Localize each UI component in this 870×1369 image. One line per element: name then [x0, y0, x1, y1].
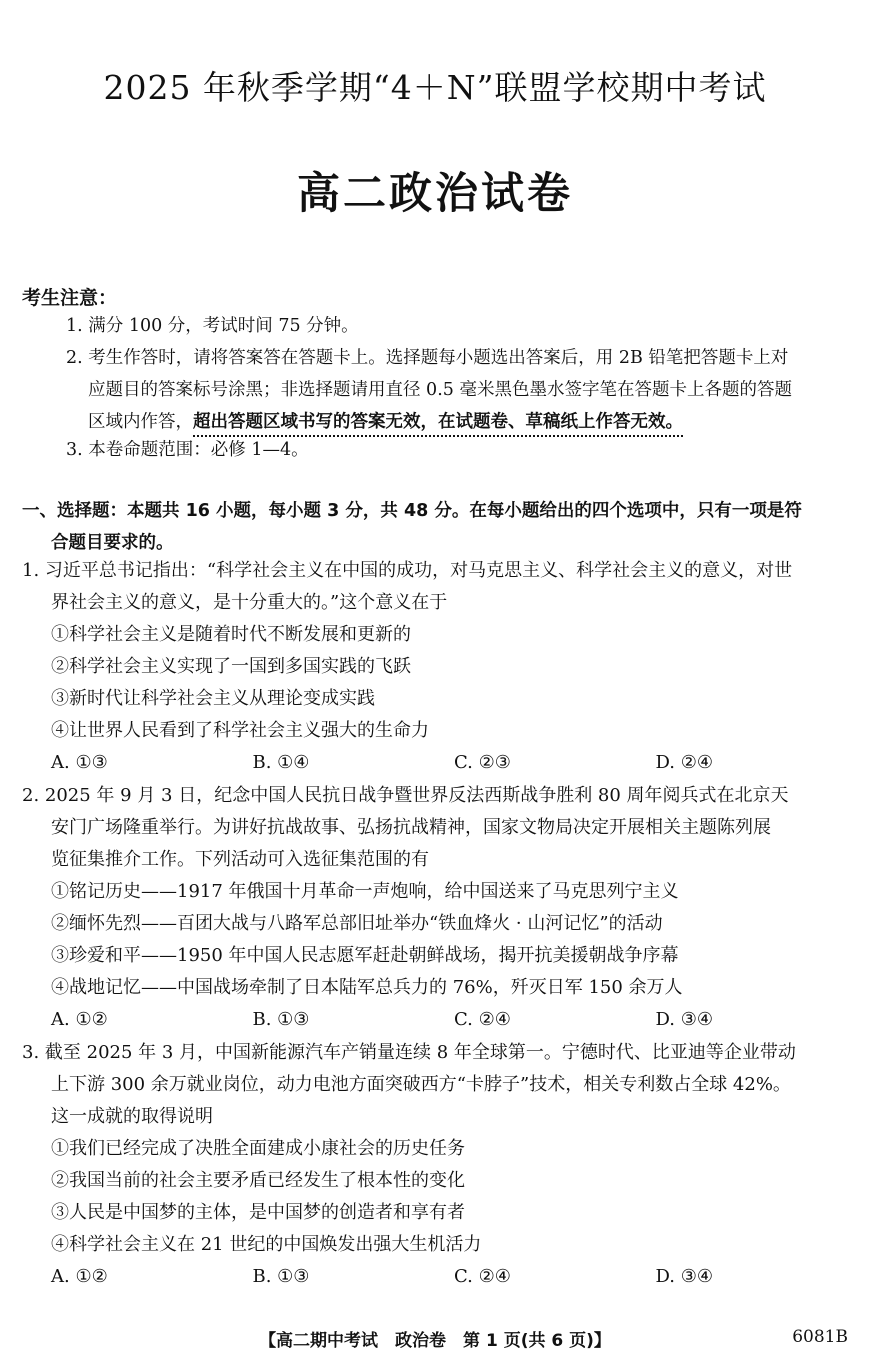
notice-item-2	[66, 342, 856, 438]
question-1-stem-line-1: 1. 习近平总书记指出：“科学社会主义在中国的成功，对马克思主义、科学社会主义的意义，对世	[22, 560, 793, 581]
paper-code: 6081B	[792, 1327, 848, 1347]
question-3-option-d[interactable]: D. ③④	[655, 1266, 714, 1287]
question-1-options	[22, 747, 857, 779]
question-2-stem-line-1: 2. 2025 年 9 月 3 日，纪念中国人民抗日战争暨世界反法西斯战争胜利 80 周年阅兵式在北京天	[22, 785, 789, 806]
question-1-option-d[interactable]: D. ②④	[655, 752, 714, 773]
question-3-stem-line-1: 3. 截至 2025 年 3 月，中国新能源汽车产销量连续 8 年全球第一。宁德时代、比亚迪等企业带动	[22, 1042, 796, 1063]
subject-title: 高二政治试卷	[297, 169, 573, 219]
question-3-statement-2: ②我国当前的社会主要矛盾已经发生了根本性的变化	[51, 1170, 465, 1191]
question-3-option-a[interactable]: A. ①②	[51, 1266, 108, 1287]
question-3	[22, 1037, 857, 1293]
section-heading	[22, 495, 857, 559]
page-footer: 【高二期中考试 政治卷 第 1 页(共 6 页)】	[259, 1331, 611, 1351]
question-2-options	[22, 1004, 857, 1036]
question-2-statement-4: ④战地记忆——中国战场牵制了日本陆军总兵力的 76%，歼灭日军 150 余万人	[51, 977, 683, 998]
notice-plain-text: 区域内作答，	[88, 412, 193, 432]
question-3-options	[22, 1261, 857, 1293]
question-2-option-a[interactable]: A. ①②	[51, 1009, 108, 1030]
question-3-statement-3: ③人民是中国梦的主体，是中国梦的创造者和享有者	[51, 1202, 465, 1223]
question-1-statement-2: ②科学社会主义实现了一国到多国实践的飞跃	[51, 656, 411, 677]
question-1-option-c[interactable]: C. ②③	[454, 752, 511, 773]
question-2-stem-line-2: 安门广场隆重举行。为讲好抗战故事、弘扬抗战精神，国家文物局决定开展相关主题陈列展	[51, 817, 771, 838]
notice-item-1: 1. 满分 100 分，考试时间 75 分钟。	[66, 316, 359, 336]
question-1-option-b[interactable]: B. ①④	[252, 752, 310, 773]
exam-title: 2025 年秋季学期“4＋N”联盟学校期中考试	[103, 68, 767, 107]
section-heading-line-2: 合题目要求的。	[51, 533, 174, 553]
question-3-statement-1: ①我们已经完成了决胜全面建成小康社会的历史任务	[51, 1138, 465, 1159]
notice-item-2-line-1: 2. 考生作答时，请将答案答在答题卡上。选择题每小题选出答案后，用 2B 铅笔把答题卡上对	[66, 348, 789, 368]
notice-item-2-line-2: 应题目的答案标号涂黑；非选择题请用直径 0.5 毫米黑色墨水签字笔在答题卡上各题的答题	[88, 380, 792, 400]
question-3-option-b[interactable]: B. ①③	[252, 1266, 310, 1287]
notice-item-3: 3. 本卷命题范围：必修 1—4。	[66, 440, 309, 460]
question-3-stem-line-2: 上下游 300 余万就业岗位，动力电池方面突破西方“卡脖子”技术，相关专利数占全球 42%。	[51, 1074, 791, 1095]
question-1-statement-3: ③新时代让科学社会主义从理论变成实践	[51, 688, 375, 709]
question-1-statement-1: ①科学社会主义是随着时代不断发展和更新的	[51, 624, 411, 645]
question-2-stem-line-3: 览征集推介工作。下列活动可入选征集范围的有	[51, 849, 429, 870]
question-3-statement-4: ④科学社会主义在 21 世纪的中国焕发出强大生机活力	[51, 1234, 482, 1255]
question-3-option-c[interactable]: C. ②④	[454, 1266, 511, 1287]
question-2-option-d[interactable]: D. ③④	[655, 1009, 714, 1030]
question-2-statement-3: ③珍爱和平——1950 年中国人民志愿军赶赴朝鲜战场，揭开抗美援朝战争序幕	[51, 945, 679, 966]
question-2-option-b[interactable]: B. ①③	[252, 1009, 310, 1030]
question-2-statement-2: ②缅怀先烈——百团大战与八路军总部旧址举办“铁血烽火 · 山河记忆”的活动	[51, 913, 663, 934]
question-2	[22, 780, 857, 1036]
question-3-stem-line-3: 这一成就的取得说明	[51, 1106, 213, 1127]
question-2-option-c[interactable]: C. ②④	[454, 1009, 511, 1030]
section-heading-line-1: 一、选择题：本题共 16 小题，每小题 3 分，共 48 分。在每小题给出的四个选项中，只有一项是符	[22, 501, 802, 521]
question-1-option-a[interactable]: A. ①③	[51, 752, 108, 773]
question-2-statement-1: ①铭记历史——1917 年俄国十月革命一声炮响，给中国送来了马克思列宁主义	[51, 881, 679, 902]
question-1-statement-4: ④让世界人民看到了科学社会主义强大的生命力	[51, 720, 429, 741]
notice-emphasis: 超出答题区域书写的答案无效，在试题卷、草稿纸上作答无效。	[193, 412, 683, 432]
question-1	[22, 555, 857, 779]
notice-heading: 考生注意：	[22, 287, 118, 309]
question-1-stem-line-2: 界社会主义的意义，是十分重大的。”这个意义在于	[51, 592, 448, 613]
